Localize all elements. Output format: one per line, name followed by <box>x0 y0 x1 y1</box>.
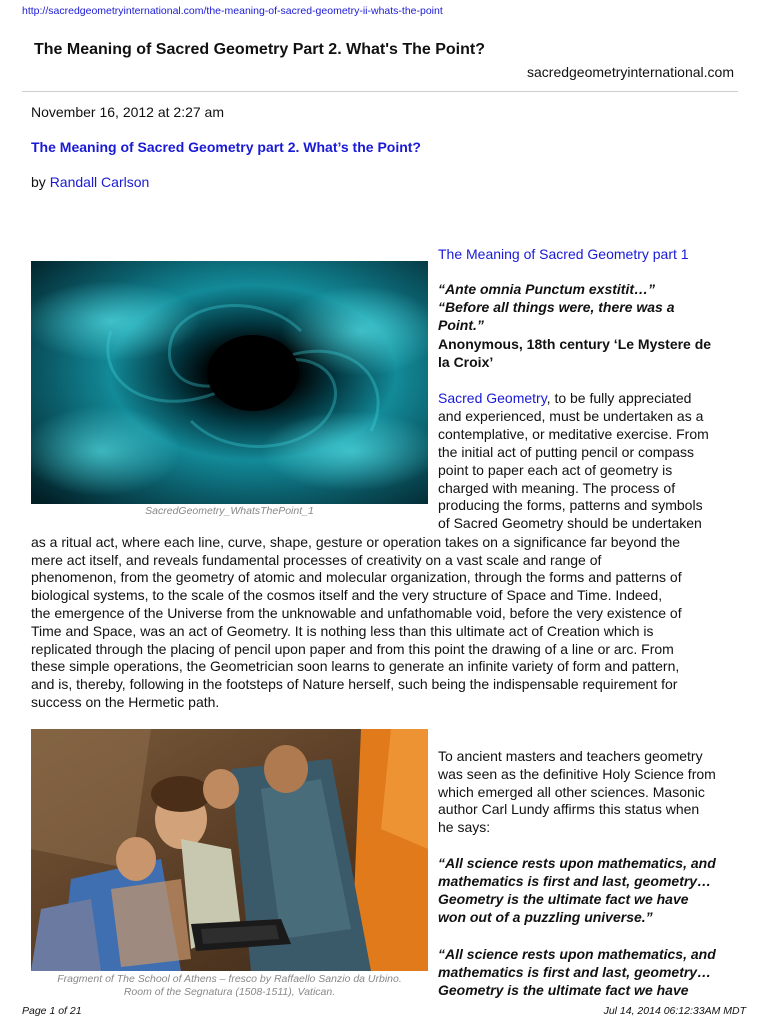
lundy-quote-line: mathematics is first and last, geometry… <box>438 873 712 889</box>
para1-line: producing the forms, patterns and symbols <box>438 497 703 513</box>
author-link[interactable]: Randall Carlson <box>49 174 150 190</box>
para1-line: and experienced, must be undertaken as a <box>438 408 704 424</box>
school-of-athens-image <box>31 729 428 971</box>
para1-line: the initial act of putting pencil or compass <box>438 444 695 460</box>
site-name: sacredgeometryinternational.com <box>527 64 734 80</box>
lundy-quote-line: “All science rests upon mathematics, and <box>438 855 716 871</box>
para1-full-line: phenomenon, from the geometry of atomic and molecular organization, through the forms and patterns of <box>31 569 682 585</box>
para1-full-line: replicated through the placing of pencil upon paper and from this point the drawing of a line or arc. From <box>31 641 674 657</box>
para2-line: author Carl Lundy affirms this status when <box>438 801 700 817</box>
para1-line <box>438 390 691 408</box>
byline-prefix: by <box>31 174 46 190</box>
para2-line: he says: <box>438 819 491 835</box>
quote-english-line1: “Before all things were, there was a <box>438 299 675 315</box>
para1-full-line: as a ritual act, where each line, curve, shape, gesture or operation takes on a significance far beyond the <box>31 534 681 550</box>
para1-line: contemplative, or meditative exercise. From <box>438 426 709 442</box>
para1-line: point to paper each act of geometry is <box>438 462 673 478</box>
post-date: November 16, 2012 at 2:27 am <box>31 104 225 120</box>
para1-full-line: success on the Hermetic path. <box>31 694 220 710</box>
header-divider <box>22 91 738 92</box>
page-title: The Meaning of Sacred Geometry Part 2. What's The Point? <box>34 41 485 58</box>
para1-full-line: the emergence of the Universe from the unknowable and unfathomable void, before the very existence of <box>31 605 682 621</box>
para1-full-line: Time and Space, was an act of Geometry. It is nothing less than this ultimate act of Creation which is <box>31 623 654 639</box>
para2-line: To ancient masters and teachers geometry <box>438 748 703 764</box>
page-number: Page 1 of 21 <box>22 1005 82 1017</box>
print-timestamp: Jul 14, 2014 06:12:33AM MDT <box>603 1005 746 1017</box>
figure1-caption: SacredGeometry_WhatsThePoint_1 <box>145 505 314 517</box>
figure2-caption <box>31 973 428 999</box>
para1-full-line: biological systems, to the scale of the cosmos itself and the very structure of Space and Time. Indeed, <box>31 587 663 603</box>
lundy-quote-line: Geometry is the ultimate fact we have <box>438 891 689 907</box>
para1-full-line: mere act itself, and reveals fundamental processes of creativity on a vast scale and range of <box>31 552 602 568</box>
para1-full-line: and is, thereby, following in the footsteps of Nature herself, such being the indispensable requirement for <box>31 676 678 692</box>
sacred-geometry-link[interactable]: Sacred Geometry <box>438 390 547 406</box>
quote-attribution-line1: Anonymous, 18th century ‘Le Mystere de <box>438 336 712 352</box>
para1-text: , to be fully appreciated <box>546 390 692 406</box>
figure2-caption-line2: Room of the Segnatura (1508-1511), Vatican. <box>123 986 336 998</box>
lundy-quote-repeat-line: “All science rests upon mathematics, and <box>438 946 716 962</box>
quote-attribution-line2: la Croix’ <box>438 354 494 370</box>
lundy-quote-repeat-line: Geometry is the ultimate fact we have <box>438 982 689 998</box>
post-title-link[interactable]: The Meaning of Sacred Geometry part 2. What’s the Point? <box>31 139 421 155</box>
part1-link[interactable]: The Meaning of Sacred Geometry part 1 <box>438 246 689 262</box>
quote-latin: “Ante omnia Punctum exstitit…” <box>438 281 656 297</box>
para2-line: was seen as the definitive Holy Science from <box>438 766 716 782</box>
para2-line: which emerged all other sciences. Masonic <box>438 784 705 800</box>
lundy-quote-repeat-line: mathematics is first and last, geometry… <box>438 964 712 980</box>
cosmic-vortex-image <box>31 261 428 504</box>
byline <box>31 174 149 190</box>
para1-line: charged with meaning. The process of <box>438 480 676 496</box>
quote-english-line2: Point.” <box>438 317 484 333</box>
para1-full-line: these simple operations, the Geometrician soon learns to generate an infinite variety of form and pattern, <box>31 658 680 674</box>
figure2-caption-line1: Fragment of The School of Athens – fresco by Raffaello Sanzio da Urbino. <box>57 973 402 985</box>
lundy-quote-line: won out of a puzzling universe.” <box>438 909 653 925</box>
para1-line: of Sacred Geometry should be undertaken <box>438 515 702 531</box>
page-url[interactable]: http://sacredgeometryinternational.com/the-meaning-of-sacred-geometry-ii-whats-the-point <box>22 5 443 17</box>
